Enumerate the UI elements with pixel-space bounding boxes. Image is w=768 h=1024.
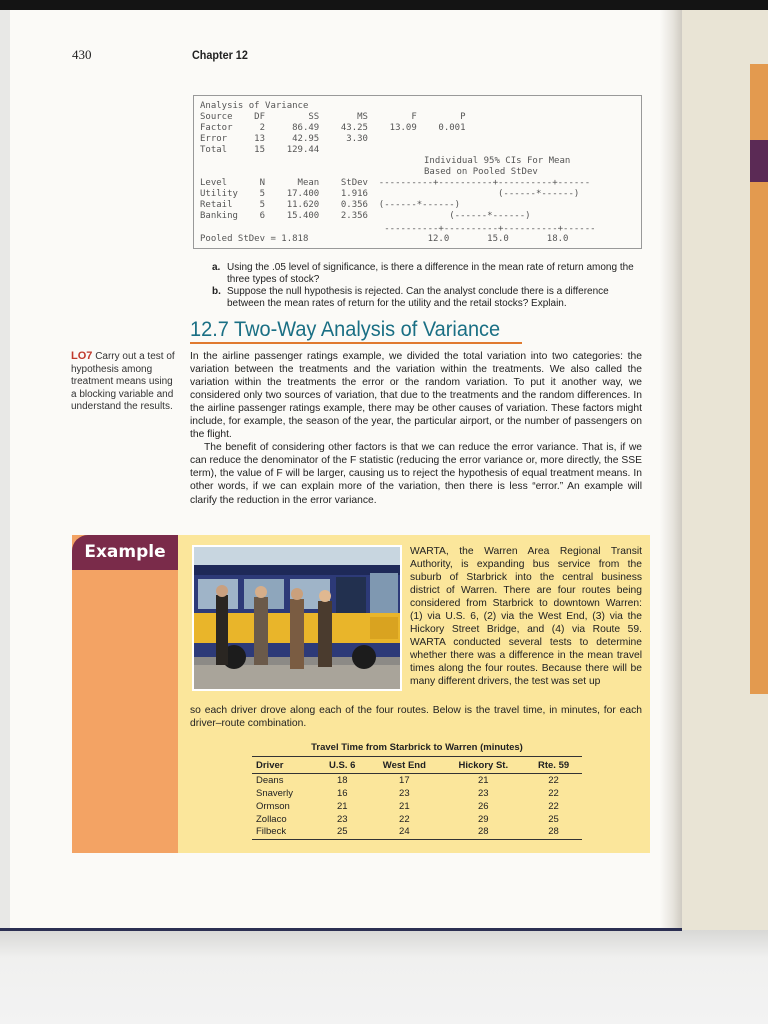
driver-name-cell: Deans bbox=[256, 774, 284, 786]
table-row bbox=[252, 826, 582, 840]
travel-table-caption: Travel Time from Starbrick to Warren (minutes) bbox=[252, 740, 582, 757]
chapter-heading: Chapter 12 bbox=[192, 48, 248, 62]
section-title: 12.7 Two-Way Analysis of Variance bbox=[190, 318, 501, 341]
bus-photo bbox=[192, 545, 402, 691]
minitab-line: Retail 5 11.620 0.356 (------*------) bbox=[200, 200, 461, 210]
bus-photo-illustration bbox=[194, 547, 400, 689]
minitab-line: Source DF SS MS F P bbox=[200, 112, 466, 122]
next-page-purple-band bbox=[750, 140, 768, 182]
travel-table-header: Hickory St. bbox=[441, 757, 525, 774]
travel-time-cell: 28 bbox=[441, 826, 525, 840]
travel-time-cell: 23 bbox=[399, 787, 410, 799]
travel-time-cell: 22 bbox=[548, 787, 559, 799]
minitab-line: Factor 2 86.49 43.25 13.09 0.001 bbox=[200, 123, 466, 133]
question-a-label: a. bbox=[212, 262, 221, 273]
travel-time-cell: 23 bbox=[477, 787, 489, 799]
minitab-line: Analysis of Variance bbox=[200, 101, 309, 111]
minitab-line: Pooled StDev = 1.818 12.0 15.0 18.0 bbox=[200, 234, 569, 244]
driver-name-cell: Snaverly bbox=[256, 787, 293, 799]
travel-time-cell: 21 bbox=[399, 800, 410, 812]
travel-time-cell: 21 bbox=[336, 800, 348, 812]
travel-time-cell: 22 bbox=[548, 800, 559, 812]
page-bottom-edge bbox=[0, 928, 682, 931]
learning-objective-text: Carry out a test of hypothesis among treatment means using a blocking variable and understand the results. bbox=[71, 351, 175, 412]
top-shadow bbox=[0, 0, 768, 10]
page-number: 430 bbox=[72, 47, 92, 62]
travel-time-cell: 18 bbox=[336, 774, 348, 786]
travel-time-cell: 22 bbox=[399, 813, 410, 825]
next-page-edge bbox=[682, 10, 768, 930]
example-text-right: WARTA, the Warren Area Regional Transit Authority, is expanding bus service from the suburb of Starbrick into the central business district of Warren. There are four routes being considered from Starbrick to downtown Warren: (1) via U.S. 6, (2) via the West End, (3) via the Hickory Street Bridge, and (4) via Route 59. WARTA conducted several tests to determine whether there was a difference in the mean travel times along the four routes. Because there will be many different drivers, the test was set up bbox=[410, 546, 642, 688]
travel-time-cell: 24 bbox=[367, 826, 441, 840]
travel-table-header: West End bbox=[367, 757, 441, 774]
minitab-line: Total 15 129.44 bbox=[200, 145, 320, 155]
minitab-line: Banking 6 15.400 2.356 (------*------) bbox=[200, 211, 531, 221]
minitab-output-box bbox=[193, 95, 642, 249]
minitab-line: ----------+----------+----------+------ bbox=[200, 224, 596, 234]
question-b bbox=[212, 286, 642, 310]
travel-table-header: U.S. 6 bbox=[317, 757, 367, 774]
minitab-line: Error 13 42.95 3.30 bbox=[200, 134, 368, 144]
travel-time-cell: 29 bbox=[477, 813, 489, 825]
question-b-label: b. bbox=[212, 286, 221, 297]
question-a bbox=[212, 262, 642, 286]
travel-time-cell: 22 bbox=[548, 774, 559, 786]
section-rule bbox=[190, 342, 522, 344]
travel-time-cell: 25 bbox=[548, 813, 559, 825]
learning-objective-tag: LO7 bbox=[71, 350, 93, 362]
minitab-line: Based on Pooled StDev bbox=[424, 167, 538, 177]
travel-time-table bbox=[252, 740, 582, 840]
travel-time-cell: 26 bbox=[477, 800, 489, 812]
travel-time-cell: 17 bbox=[399, 774, 410, 786]
learning-objective bbox=[71, 350, 176, 414]
travel-table-header: Driver bbox=[252, 757, 317, 774]
book-gutter bbox=[660, 10, 682, 930]
driver-name-cell: Ormson bbox=[256, 800, 290, 812]
table-row bbox=[252, 774, 582, 787]
question-b-text: Suppose the null hypothesis is rejected. Can the analyst conclude there is a difference between the mean rates of return for the utility and the retail stocks? Explain. bbox=[227, 286, 609, 309]
minitab-line: Utility 5 17.400 1.916 (------*------) bbox=[200, 189, 580, 199]
travel-table-header: Rte. 59 bbox=[525, 757, 582, 774]
example-text-full: so each driver drove along each of the four routes. Below is the travel time, in minutes, for each driver–route combination. bbox=[190, 705, 642, 730]
example-sidebar bbox=[72, 535, 178, 853]
driver-name-cell: Zollaco bbox=[256, 813, 287, 825]
driver-name-cell: Filbeck bbox=[252, 826, 317, 840]
lower-page-edge bbox=[0, 930, 768, 1024]
body-paragraph-2: The benefit of considering other factors is that we can reduce the error variance. That is, if we can reduce the denominator of the F statistic (reducing the error variance or, more directly, the SSE term), the value of F will be larger, causing us to reject the hypothesis of equal treatment means. In other words, if we can explain more of the variation, then there is less “error.” An example will clarify the reduction in the error variance. bbox=[190, 442, 642, 506]
minitab-line: Individual 95% CIs For Mean bbox=[424, 156, 571, 166]
table-row bbox=[252, 787, 582, 800]
minitab-line: Level N Mean StDev ----------+----------+----------+------ bbox=[200, 178, 591, 188]
question-a-text: Using the .05 level of significance, is there a difference in the mean rate of return among the three types of stock? bbox=[227, 262, 634, 285]
travel-time-cell: 28 bbox=[525, 826, 582, 840]
travel-time-cell: 23 bbox=[336, 813, 348, 825]
example-label: Example bbox=[72, 535, 178, 570]
travel-time-cell: 25 bbox=[317, 826, 367, 840]
body-text bbox=[190, 350, 642, 507]
table-row bbox=[252, 800, 582, 813]
travel-time-cell: 16 bbox=[336, 787, 348, 799]
travel-time-cell: 21 bbox=[477, 774, 489, 786]
body-paragraph-1: In the airline passenger ratings example, we divided the total variation into two categories: the variation between the treatments and the variation within the treatments. We also called the variation within the treatments the error or the random variation. To put it another way, we considered only two sources of variation, that due to the treatments and the random differences. In the airline passenger ratings example, there may be other causes of variation. These factors might include, for example, the season of the year, the particular airport, or the number of passengers on the flight. bbox=[190, 351, 642, 441]
table-row bbox=[252, 813, 582, 826]
